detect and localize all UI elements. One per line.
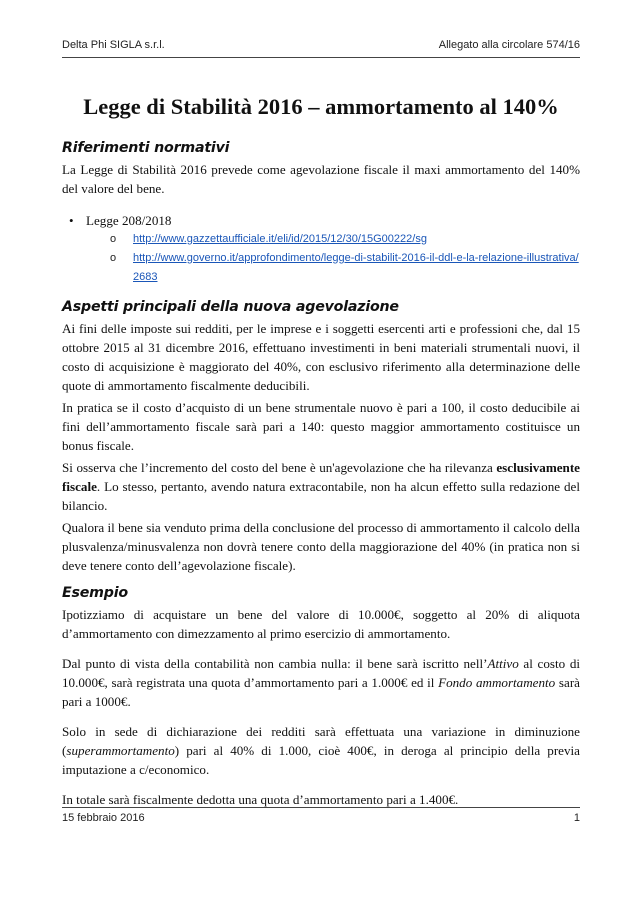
footer-rule — [62, 807, 580, 808]
circle-bullet-icon: o — [110, 252, 117, 264]
bullet-icon: • — [69, 213, 74, 228]
italic-text: Attivo — [487, 656, 519, 671]
paragraph: La Legge di Stabilità 2016 prevede come agevolazione fiscale il maxi ammortamento del 140% del valore del bene. — [62, 162, 580, 196]
paragraph: Ai fini delle imposte sui redditi, per le imprese e i soggetti esercenti arti e professioni che, dal 15 ottobre 2015 al 31 dicembre 2016, effettuano investimenti in beni materiali strumentali nuovi, il costo di acquisizione è maggiorato del 40%, con esclusivo riferimento alla determinazione delle quote di ammortamento fiscalmente deducibili. — [62, 321, 580, 393]
list-item — [62, 211, 580, 287]
document-title: Legge di Stabilità 2016 – ammortamento al 140% — [83, 94, 559, 119]
text-run: Dal punto di vista della contabilità non cambia nulla: il bene sarà iscritto nell’ — [62, 656, 488, 671]
law-reference: Legge 208/2018 — [86, 213, 172, 228]
references-list — [62, 211, 580, 287]
paragraph — [62, 458, 580, 515]
text-run: Si osserva che l’incremento del costo del bene è un'agevolazione che ha rilevanza — [62, 460, 497, 475]
heading-riferimenti: Riferimenti normativi — [62, 140, 230, 156]
paragraph: Ipotizziamo di acquistare un bene del valore di 10.000€, soggetto al 20% di aliquota d’ammortamento con dimezzamento al primo esercizio di ammortamento. — [62, 607, 580, 641]
paragraph: In pratica se il costo d’acquisto di un bene strumentale nuovo è pari a 100, il costo deducibile ai fini dell’ammortamento fiscale sarà pari a 140: questo maggior ammortamento costituisce un bonus fiscale. — [62, 400, 580, 453]
paragraph: Qualora il bene sia venduto prima della conclusione del processo di ammortamento il calcolo della plusvalenza/minusvalenza non dovrà tenere conto della maggiorazione del 40% (in pratica non si deve tenere conto dell’agevolazione fiscale). — [62, 520, 580, 573]
page-number: 1 — [573, 812, 580, 824]
header-rule — [62, 57, 580, 58]
document-body — [62, 93, 580, 812]
italic-text: superammortamento — [66, 743, 175, 758]
page-header — [62, 39, 580, 57]
paragraph: In totale sarà fiscalmente dedotta una quota d’ammortamento pari a 1.400€. — [62, 792, 459, 807]
text-run: Solo in sede di dichiarazione dei redditi sarà effettuata una variazione in diminuzione ( — [62, 724, 580, 758]
gazzetta-link[interactable]: http://www.gazzettaufficiale.it/eli/id/2015/12/30/15G00222/sg — [133, 233, 427, 245]
bold-text: esclusivamente fiscale — [62, 460, 580, 494]
text-run: al costo di 10.000€, sarà registrata una quota d’ammortamento pari a 1.000€ ed il — [62, 656, 581, 690]
heading-esempio: Esempio — [62, 585, 128, 601]
circle-bullet-icon: o — [110, 233, 117, 245]
paragraph — [62, 722, 580, 779]
text-run: sarà pari a 1000€. — [62, 675, 580, 709]
footer-date: 15 febbraio 2016 — [62, 812, 145, 824]
paragraph — [62, 654, 580, 711]
governo-link[interactable]: http://www.governo.it/approfondimento/legge-di-stabilit-2016-il-ddl-e-la-relazione-illustrativa/2683 — [133, 252, 579, 283]
links-list — [86, 230, 580, 287]
page-footer — [62, 812, 580, 830]
text-run: ) pari al 40% di 1.000, cioè 400€, in deroga al principio della previa imputazione a c/economico. — [62, 743, 580, 777]
header-company: Delta Phi SIGLA s.r.l. — [62, 39, 165, 51]
list-item — [86, 249, 580, 287]
heading-aspetti: Aspetti principali della nuova agevolazione — [62, 299, 399, 315]
header-attachment: Allegato alla circolare 574/16 — [438, 39, 580, 51]
list-item — [86, 230, 580, 249]
italic-text: Fondo ammortamento — [438, 675, 556, 690]
text-run: . Lo stesso, pertanto, avendo natura extracontabile, non ha alcun effetto sulla redazione del bilancio. — [62, 479, 580, 513]
